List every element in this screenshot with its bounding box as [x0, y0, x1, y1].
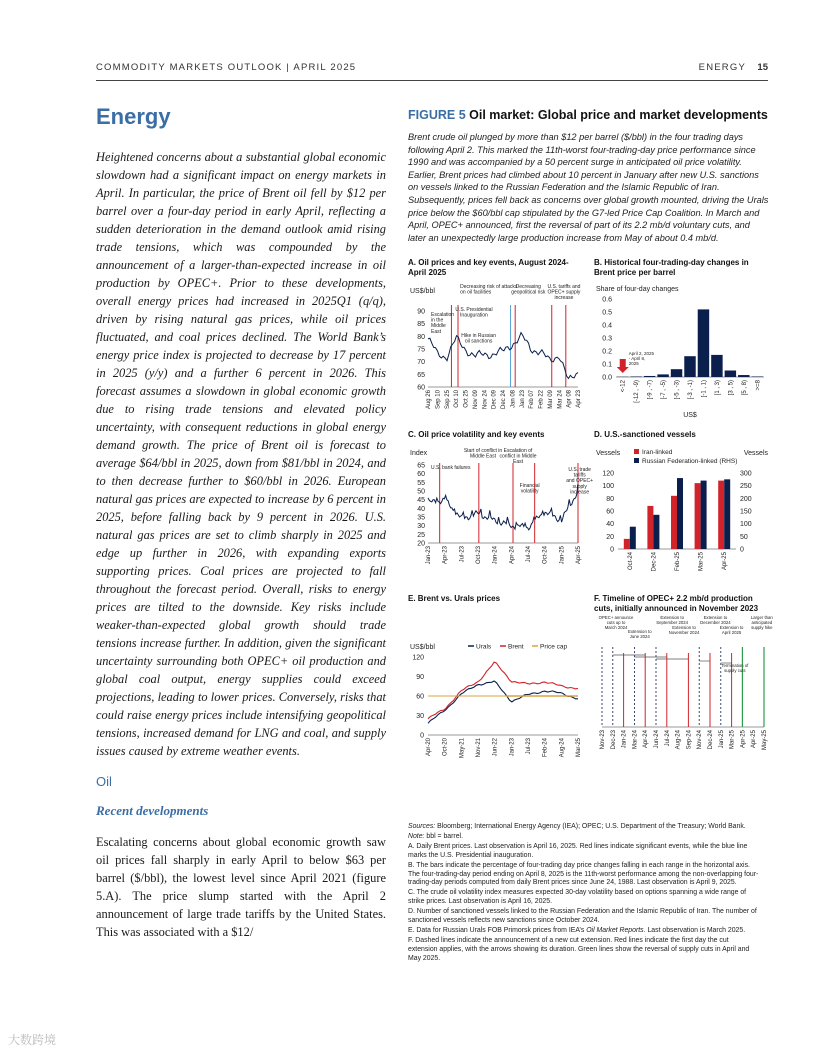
x-tick-label: >=8 — [755, 380, 762, 391]
y-tick-label: 70 — [417, 359, 425, 367]
x-tick-label: Apr-24 — [643, 730, 650, 749]
event-annotation: Hike in Russian oil sanctions — [461, 333, 496, 345]
panel-b-title: B. Historical four-trading-day changes in Brent price per barrel — [594, 258, 749, 278]
y-tick-label-right: 50 — [740, 534, 748, 542]
y-tick-label: 120 — [412, 654, 424, 662]
event-annotation: Start of conflict in Middle East — [463, 448, 503, 460]
x-tick-label: Jun-24 — [654, 730, 660, 749]
histogram-bar — [698, 310, 709, 378]
y-tick-label: 0.5 — [602, 309, 612, 317]
x-tick-label: Jan-24 — [621, 730, 628, 749]
y-unit-right: Vessels — [743, 450, 768, 458]
bar-russia-linked — [724, 480, 730, 550]
event-annotation: Decreasing risk of attacks on oil facilities — [460, 284, 518, 296]
x-tick-label: Dec-24 — [651, 552, 658, 572]
y-unit-left: Vessels — [596, 450, 621, 458]
x-tick-label: Mar-25 — [729, 730, 736, 750]
series-line-urals — [428, 681, 578, 723]
y-tick-label-left: 100 — [602, 483, 614, 491]
x-tick-label: Jan-23 — [509, 738, 516, 757]
series-line-brent — [428, 662, 578, 719]
legend-iran: Iran-linked — [642, 449, 673, 457]
x-tick-label: Jan 23 — [519, 390, 526, 409]
histogram-bar — [671, 370, 682, 378]
bar-iran-linked — [718, 481, 724, 549]
arrow-marker — [617, 359, 629, 373]
x-tick-label: Sep 25 — [444, 390, 451, 410]
y-tick-label: 0.6 — [602, 296, 612, 304]
y-tick-label: 0.2 — [602, 348, 612, 356]
y-tick-label: 50 — [417, 488, 425, 496]
event-annotation: U.S. tariffs and OPEC+ supply increase — [547, 284, 581, 302]
y-tick-label: 75 — [417, 346, 425, 354]
y-tick-label: 45 — [417, 497, 425, 505]
x-tick-label: Sep-24 — [686, 730, 693, 750]
y-tick-label-left: 0 — [610, 546, 614, 554]
y-tick-label: 80 — [417, 334, 425, 342]
legend-russia: Russian Federation-linked (RHS) — [642, 458, 738, 466]
section-label: ENERGY — [698, 62, 746, 73]
x-tick-label: Dec-24 — [708, 730, 714, 750]
watermark: 大数跨境 — [8, 1033, 57, 1047]
figure-title-text: Oil market: Global price and market developments — [469, 108, 768, 122]
timeline-annotation: OPEC+ announce cuts up to March 2024 — [598, 615, 634, 631]
y-tick-label: 55 — [417, 480, 425, 488]
event-annotation: U.S. bank failures — [431, 465, 471, 472]
x-tick-label: Apr 23 — [576, 390, 582, 409]
legend-swatch-russia — [634, 458, 639, 463]
x-tick-label: Aug 26 — [426, 390, 432, 410]
panel-c-title: C. Oil price volatility and key events — [408, 430, 545, 440]
panel-e — [408, 594, 584, 767]
y-tick-label-right: 0 — [740, 546, 744, 554]
legend-label: Urals — [476, 643, 492, 651]
panel-f-title: F. Timeline of OPEC+ 2.2 mb/d production cuts, initially announced in November 2023 — [594, 594, 759, 614]
figure-5 — [408, 108, 773, 778]
x-tick-label: Apr-25 — [722, 552, 729, 571]
x-tick-label: Jul-23 — [459, 546, 466, 563]
figure-notes — [408, 823, 760, 965]
y-tick-label: 85 — [417, 321, 425, 329]
x-tick-label: [-12 , -9) — [634, 380, 641, 404]
y-tick-label: 60 — [417, 471, 425, 479]
x-tick-label: Aug-24 — [675, 730, 682, 750]
bar-russia-linked — [653, 515, 659, 549]
x-tick-label: [-7 , -5) — [661, 380, 668, 400]
y-tick-label: 60 — [416, 693, 424, 701]
left-column — [96, 104, 386, 941]
x-tick-label: Sep 10 — [435, 390, 442, 410]
figure-intro: Brent crude oil plunged by more than $12 per barrel ($/bbl) in the four trading days following April 2. This marked the 11th-worst four-trading-day price performance since 1990 and was accompanied by a 50 percent surge in anticipated oil price volatility. Earlier, Brent prices had climbed about 10 percent in January after new U.S. sanctions on vessels linked to the Russian Federation and the Islamic Republic of Iran. Subsequently, prices fell back as concerns over global growth mounted, driving the Urals price below the $60/bbl cap stipulated by the G7-led Price Cap Coalition. In March and April, OPEC+ announced, first the reversal of part of its 2.2 mb/d voluntary cuts, and later an unexpectedly large production increase from May of about 0.4 mb/d. — [408, 132, 769, 243]
note-e: E. Data for Russian Urals FOB Primorsk prices from IEA’s Oil Market Reports. Last observation is March 2025. — [408, 926, 746, 934]
histogram-bar — [684, 357, 695, 378]
panel-grid — [408, 258, 773, 778]
x-tick-label: Jan-24 — [492, 546, 499, 565]
y-tick-label: 25 — [417, 532, 425, 540]
subheading-recent: Recent developments — [96, 803, 209, 818]
timeline-annotation: Larger than anticipated supply hike — [750, 615, 773, 631]
x-tick-label: Jan-25 — [718, 730, 725, 749]
y-tick-label: 65 — [417, 462, 425, 470]
y-tick-label: 0.3 — [602, 335, 612, 343]
legend-swatch-iran — [634, 449, 639, 454]
y-tick-label: 90 — [416, 674, 424, 682]
y-tick-label-left: 20 — [606, 534, 614, 542]
event-annotation: Escalation of conflict in Middle East — [499, 448, 537, 466]
panel-a-title: A. Oil prices and key events, August 2024-April 2025 — [408, 258, 569, 278]
note-d: D. Number of sanctioned vessels linked to the Russian Federation and the Islamic Republic of Iran. The number of sanctioned vessels reflects new sanctions since October 2024. — [408, 908, 757, 925]
histogram-bar — [630, 377, 641, 378]
bar-iran-linked — [624, 539, 630, 549]
x-tick-label: Apr 08 — [566, 390, 573, 409]
panel-d — [594, 430, 770, 589]
histogram-bar — [752, 377, 763, 378]
legend-label: Price cap — [540, 643, 568, 651]
header-rule — [96, 80, 768, 81]
timeline-annotation: Extension to June 2024 — [627, 629, 652, 640]
panel-c — [408, 430, 594, 589]
legend-label: Brent — [508, 643, 524, 651]
x-tick-label: Jan 08 — [510, 390, 517, 409]
note-note: Note: bbl = barrel. — [408, 832, 463, 840]
event-annotation: Financial volatility — [519, 483, 540, 495]
x-tick-label: Oct 25 — [463, 390, 470, 409]
panel-a — [408, 258, 584, 421]
x-tick-label: Mar-25 — [698, 552, 705, 572]
y-tick-label-right: 100 — [740, 521, 752, 529]
x-tick-label: Nov 24 — [482, 390, 489, 410]
x-tick-label: Oct-24 — [542, 546, 549, 565]
panel-d-title: D. U.S.-sanctioned vessels — [594, 430, 696, 440]
y-tick-label: 0 — [420, 732, 424, 740]
x-tick-label: Jul-24 — [526, 546, 532, 563]
y-tick-label: 0.1 — [602, 361, 612, 369]
timeline-annotation: Termination of supply cuts — [721, 663, 749, 674]
x-tick-label: Jul-23 — [526, 738, 532, 755]
x-tick-label: Apr-24 — [509, 546, 516, 565]
histogram-bar — [644, 376, 655, 377]
note-sources: Sources: Bloomberg; International Energy Agency (IEA); OPEC; U.S. Department of the Treasury; World Bank. — [408, 823, 746, 830]
x-tick-label: Feb 22 — [538, 390, 545, 410]
y-tick-label-right: 200 — [740, 496, 752, 504]
note-f: F. Dashed lines indicate the announcement of a new cut extension. Red lines indicate the first day the cut extension applies, with the arrows showing its duration. Green lines show the reversal of supply cuts in April and May 2025. — [408, 936, 750, 962]
x-tick-label: Apr-25 — [751, 730, 758, 749]
x-tick-label: Dec-23 — [610, 730, 617, 750]
panel-f — [594, 594, 773, 765]
bar-iran-linked — [671, 496, 677, 549]
y-tick-label: 60 — [417, 384, 425, 392]
histogram-bar — [725, 371, 736, 378]
section-title: Energy — [96, 104, 171, 129]
body-paragraph: Escalating concerns about global economic growth saw oil prices fall sharply in early April to below $63 per barrel ($/bbl), the lowest level since April 2021 (figure 5.A). The price slump started with the April 2 announcement of large trade tariffs by the United States. This was associated with a $12/ — [96, 835, 386, 939]
y-tick-label-left: 60 — [606, 508, 614, 516]
y-tick-label-left: 80 — [606, 496, 614, 504]
event-annotation: Escalation in the Middle East — [431, 312, 455, 336]
x-tick-label: [-3 , -1) — [688, 380, 694, 400]
figure-title — [408, 108, 770, 123]
page-number: 15 — [757, 62, 768, 73]
x-tick-label: Oct-24 — [627, 552, 634, 571]
x-tick-label: [-9 , -7) — [647, 380, 654, 400]
timeline-annotation: Extension to September 2024 — [656, 615, 689, 626]
x-tick-label: Jan-25 — [559, 546, 566, 565]
x-tick-label: Jan-23 — [426, 546, 432, 565]
note-b: B. The bars indicate the percentage of four-trading day price changes falling in each range in the horizontal axis. The four-trading-day period ending on April 8, 2025 is the 11th-worst performance among the non-overlapping four-trading-day periods computed from daily Brent prices since June 24, 1988. Last observation is April 9, 2025. — [408, 861, 759, 887]
x-tick-label: May-25 — [762, 730, 768, 751]
y-tick-label: 65 — [417, 372, 425, 380]
y-tick-label: 90 — [417, 308, 425, 316]
y-unit-label: US$/bbl — [410, 288, 435, 296]
x-tick-label: Apr-25 — [740, 730, 747, 749]
y-tick-label: 35 — [417, 514, 425, 522]
y-tick-label-left: 40 — [606, 521, 614, 529]
y-tick-label-right: 250 — [740, 483, 752, 491]
note-a: A. Daily Brent prices. Last observation is April 16, 2025. Red lines indicate significant events, while the blue line marks the U.S. Presidential inauguration. — [408, 842, 748, 859]
chart-c — [408, 443, 594, 589]
x-tick-label: Nov 09 — [472, 390, 479, 410]
figure-label: FIGURE 5 — [408, 108, 466, 122]
arrow-annotation: April 2, 2025 - April 8, 2025 — [628, 351, 655, 367]
x-tick-label: Apr-20 — [426, 738, 432, 757]
y-unit-label: Index — [410, 450, 428, 458]
y-tick-label: 0.0 — [602, 374, 612, 382]
timeline-annotation: Extension to December 2024 — [700, 615, 731, 626]
bar-iran-linked — [647, 506, 653, 549]
x-tick-label: Nov-23 — [600, 730, 606, 750]
chart-e — [408, 607, 584, 767]
x-tick-label: Oct-23 — [476, 546, 482, 565]
y-unit-label: Share of four-day changes — [596, 286, 679, 294]
panel-e-title: E. Brent vs. Urals prices — [408, 594, 501, 604]
x-tick-label: [-1 , 1) — [701, 380, 708, 398]
x-axis-title: US$ — [683, 412, 697, 420]
page-header — [96, 62, 768, 76]
bar-russia-linked — [677, 478, 683, 549]
x-tick-label: Mar-25 — [576, 738, 582, 758]
x-tick-label: Oct 10 — [454, 390, 461, 409]
chart-a — [408, 281, 584, 421]
histogram-bar — [657, 375, 668, 378]
x-tick-label: [-5 , -3) — [674, 380, 681, 400]
timeline-annotation: Extension to April 2025 — [719, 625, 744, 636]
event-annotation: U.S. Presidential Inauguration — [455, 307, 493, 319]
x-tick-label: Feb-25 — [675, 552, 681, 572]
x-tick-label: [5 , 8) — [741, 380, 748, 396]
lead-paragraph: Heightened concerns about a substantial global economic slowdown had a significant impact on energy markets in April. In particular, the price of Brent oil fell by $12 per barrel over a four-day period in early April, reflecting a sudden deterioration in the demand outlook amid rising trade tensions, which was compounded by the announcement of a larger-than-expected increase in oil production by OPEC+. Prior to these developments, overall energy prices had increased in 2025Q1 (q/q), driven by rising natural gas prices, while oil prices fluctuated, and coal prices declined. The World Bank’s energy price index is projected to decrease by 17 percent in 2025 (y/y) and a further 6 percent in 2026. This forecast assumes a slowdown in global economic growth due to rising trade tensions and elevated policy uncertainty, with consequent reductions in global energy demand growth. The price of Brent oil is forecast to average $64/bbl in 2025, down from $81/bbl in 2024, and to then decrease further to $60/bbl in 2026. European natural gas prices are expected to increase by 6 percent in 2025, before falling back by 9 percent in 2026. U.S. natural gas prices are set to climb sharply in 2025 and edge up further in 2026, with expanding exports supporting prices. Coal prices are projected to fall throughout the forecast period. Overall, risks to energy prices are tilted to the downside. Key risks include weaker-than-expected global growth should trade tensions increase further. In addition, given the significant uncertainty surrounding both OPEC+ oil production and global coal output, energy supplies could exceed projections, leading to lower prices. Conversely, risks that could raise energy prices include intensifying geopolitical tensions, increased demand for LNG and coal, and supply issues caused by extreme weather events. — [96, 150, 386, 758]
event-annotation: Decreasing geopolitical risk — [511, 284, 546, 296]
chart-b — [594, 281, 770, 421]
y-tick-label-left: 120 — [602, 470, 614, 478]
running-title: COMMODITY MARKETS OUTLOOK | APRIL 2025 — [96, 62, 357, 73]
volatility-line — [428, 484, 578, 530]
x-tick-label: Jul-24 — [664, 730, 671, 747]
x-tick-label: May-21 — [459, 738, 466, 759]
x-tick-label: Mar-24 — [632, 730, 639, 750]
x-tick-label: Dec 24 — [501, 390, 507, 410]
x-tick-label: Oct-20 — [442, 738, 449, 757]
brent-price-line — [428, 333, 578, 379]
timeline-annotation: Extension to November 2024 — [668, 625, 700, 636]
x-tick-label: Nov-24 — [697, 730, 704, 750]
subheading-oil: Oil — [96, 774, 112, 789]
x-tick-label: Feb-24 — [542, 738, 549, 758]
y-tick-label: 0.4 — [602, 322, 612, 330]
event-annotation: U.S. trade tariffs and OPEC+ supply increase — [566, 467, 594, 496]
x-tick-label: Feb 07 — [529, 390, 536, 410]
x-tick-label: Nov-21 — [476, 738, 482, 758]
x-tick-label: Jun-22 — [492, 738, 499, 757]
y-tick-label: 20 — [417, 540, 425, 548]
x-tick-label: <-12 — [620, 380, 627, 393]
y-tick-label: 30 — [416, 713, 424, 721]
x-tick-label: Apr-25 — [576, 546, 582, 565]
x-tick-label: Mar 09 — [547, 390, 554, 410]
note-c: C. The crude oil volatility index measures expected 30-day volatility based on options spanning a wide range of strike prices. Last observation is April 16, 2025. — [408, 889, 747, 906]
bar-russia-linked — [701, 481, 707, 549]
x-tick-label: Apr-23 — [442, 546, 449, 565]
y-unit-label: US$/bbl — [410, 644, 435, 652]
y-tick-label: 40 — [417, 506, 425, 514]
y-tick-label-right: 300 — [740, 470, 752, 478]
y-tick-label-right: 150 — [740, 508, 752, 516]
histogram-bar — [711, 355, 722, 377]
panel-b — [594, 258, 770, 421]
x-tick-label: Mar 24 — [557, 390, 564, 410]
chart-f — [594, 615, 773, 765]
x-tick-label: [1 , 3) — [714, 380, 721, 396]
histogram-bar — [738, 375, 749, 377]
y-tick-label: 30 — [417, 523, 425, 531]
bar-iran-linked — [695, 483, 701, 549]
x-tick-label: Dec 09 — [491, 390, 498, 410]
x-tick-label: Aug-24 — [559, 738, 566, 758]
chart-d — [594, 443, 770, 589]
bar-russia-linked — [630, 527, 636, 549]
x-tick-label: [3 , 5) — [728, 380, 735, 396]
